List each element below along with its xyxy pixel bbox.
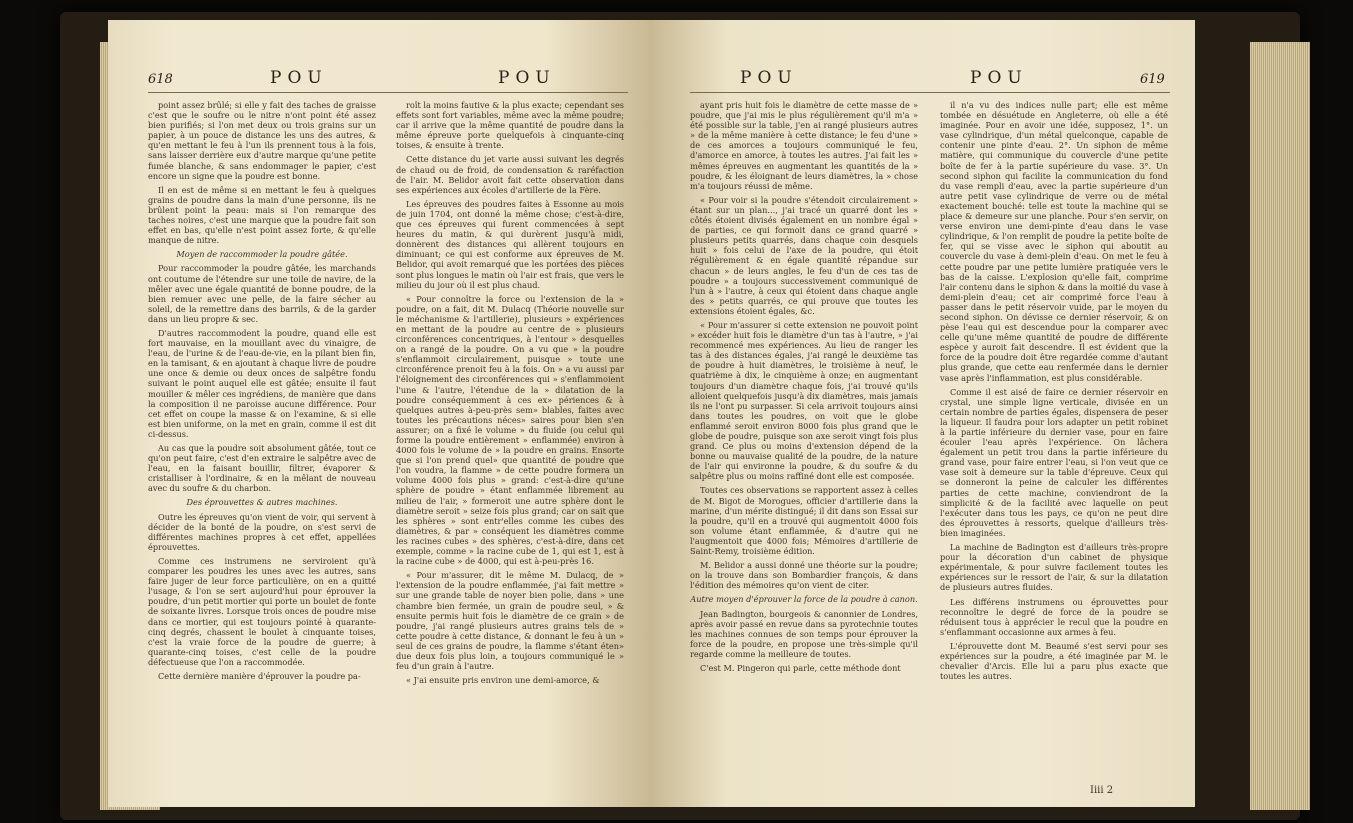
- left-page: [108, 20, 653, 807]
- paragraph: « Pour m'assurer, dit le même M. Dulacq, de » l'extension de la poudre enflammée, j'ai fait mettre » sur une grande table de noyer bien polie, dans » une chambre bien fermée, un grain de poudre seul, » & ensuite permis huit fois le diamètre de ce grain » de poudre, j'ai rangé plusieurs autres grains tels de » cette poudre à cette distance, & donnant le feu à un » seul de ces grains de poudre, la flamme s'étant éten» due deux fois plus loin, a toujours communiqué le » feu d'un grain à l'autre.: [396, 570, 624, 672]
- right-page: [650, 20, 1195, 807]
- paragraph: roît la moins fautive & la plus exacte; cependant ses effets sont fort variables, même avec la même poudre; car il arrive que la même quantité de poudre dans la même épreuve porte quelquefois à cinquante-cinq toises, & ensuite à trente.: [396, 100, 624, 151]
- right-header-right: POU: [970, 68, 1028, 88]
- right-column-1: [690, 100, 918, 800]
- paragraph: Comme il est aisé de faire ce dernier réservoir en crystal, une simple ligne verticale, divisée en un certain nombre de parties égales, dispensera de peser la liqueur. Il faudra pour lors adapter un petit robinet à la partie inférieure du dernier vase, pour en faire écouler l'eau après l'expérience. On lâchera également un petit trou dans la partie inférieure du grand vase, pour faire entrer l'eau, si l'on veut que ce vase soit à demeure sur la table d'épreuve. Ceux qui se donneront la peine de calculer les différentes parties de cette machine, conviendront de la simplicité & de la facilité avec laquelle on peut l'exécuter dans tous les pays, ce qu'on ne peut dire des éprouvettes à ressorts, quelque d'ailleurs très-bien imaginées.: [940, 386, 1168, 538]
- paragraph: Cette dernière manière d'éprouver la poudre pa-: [158, 670, 361, 681]
- right-page-edges: [1250, 42, 1310, 810]
- signature-mark: Iiii 2: [1090, 785, 1114, 796]
- right-header-rule: [690, 92, 1170, 93]
- left-column-2: [396, 100, 624, 800]
- paragraph: « Pour connoître la force ou l'extension de la » poudre, on a fait, dit M. Dulacq (Théorie nouvelle sur le méchanisme & l'artillerie), plusieurs » expériences en mettant de la poudre au centre de » plusieurs circonférences concentriques, à l'entour » desquelles on a rangé de la poudre. On a vu que » la poudre s'enflammoit circulairement, puisque » toute une circonférence prenoit feu à la fois. On » a vu aussi par l'éloignement des circonférences qui » s'enflammoient l'une & l'autre, l'étendue de la » dilatation de la poudre conséquemment à ces ex» périences & à quelques autres à-peu-près sem» blables, faites avec toutes les précautions néces» saires pour bien s'en assurer; on a fixé le volume » du fluide (ou celui qui forme la poudre entièrement » enflammée) environ à 4000 fois le volume de » la poudre en grains. Ensorte que si l'on prend quel» que quantité de poudre que l'on voudra, la flamme » de cette poudre formera un volume 4000 fois plus » grand: c'est-à-dire qu'une sphère de poudre » étant enflammée librement au milieu de l'air, » formeroit une autre sphère dont le diamètre seroit » seize fois plus grand; car on sait que les sphères » sont entr'elles comme les cubes des diamètres, & par » conséquent les diamètres comme les racines cubes » des sphères, c'est-à-dire, dans cet exemple, comme » la racine cube de 1, qui est 1, est à la racine cube » de 4000, qui est à-peu-près 16.: [396, 293, 624, 567]
- right-header-left: POU: [740, 68, 798, 88]
- paragraph: D'autres raccommodent la poudre, quand elle est fort mauvaise, en la mouillant avec du vinaigre, de l'eau, de l'urine & de l'eau-de-vie, en la pilant bien fin, en la tamisant, & en ajoutant à chaque livre de poudre une once & demie ou deux onces de salpêtre fondu suivant le point auquel elle est gâtée; ensuite il faut mouiller & mêler ces ingrédiens, de manière que dans la composition il ne paroisse aucune différence. Pour cet effet on coupe la masse & on l'examine, & si elle est bien uniforme, on la met en grain, comme il est dit ci-dessus.: [148, 327, 376, 439]
- left-header-right: POU: [498, 68, 556, 88]
- paragraph: Il en est de même si en mettant le feu à quelques grains de poudre dans la main d'une personne, ils ne brûlent point la peau: mais si l'on remarque des taches noires, c'est une marque que la poudre fait son effet en bas, qu'elle n'est point assez forte, & qu'elle manque de nitre.: [148, 184, 376, 246]
- right-page-number: 619: [1140, 72, 1165, 87]
- paragraph: Toutes ces observations se rapportent assez à celles de M. Bigot de Morogues, officier d'artillerie dans la marine, d'un mérite distingué; il dit dans son Essai sur la poudre, qu'il en a trouvé qui augmentoit 4000 fois son volume étant enflammée, & d'autre qui ne l'augmentoit que 4000 fois; Mémoires d'artillerie de Saint-Remy, troisième édition.: [690, 485, 918, 557]
- paragraph: Cette distance du jet varie aussi suivant les degrés de chaud ou de froid, de condensation & raréfaction de l'air. M. Belidor avoit fait cette observation dans ses expériences aux écoles d'artillerie de la Fère.: [396, 154, 624, 195]
- left-page-number: 618: [148, 72, 173, 87]
- paragraph: C'est M. Pingeron qui parle, cette méthode dont: [700, 662, 901, 673]
- paragraph: il n'a vu des indices nulle part; elle est même tombée en désuétude en Angleterre, où elle a été imaginée. Pour en avoir une idée, supposez, 1°. un vase cylindrique, d'un métal quelconque, capable de contenir une pinte d'eau. 2°. Un siphon de même matière, qui communique du couvercle d'une petite boîte de fer à la partie supérieure du vase. 3°. Un second siphon qui facilite la communication du fond du vase rempli d'eau, avec la partie supérieure d'un autre petit vase cylindrique de verre ou de métal exactement bouché: telle est toute la machine qui se place & demeure sur une planche. Pour s'en servir, on verse environ une demi-pinte d'eau dans le vase cylindrique, & l'on remplit de poudre la petite boîte de fer, qui se visse avec le siphon qui aboutit au couvercle du vase à demi-plein d'eau. On met le feu à cette poudre par une petite lumière pratiquée vers le bas de la caisse. L'explosion qu'elle fait, comprime l'air contenu dans le siphon & dans la moitié du vase à demi-plein d'eau; cet air comprimé force l'eau à passer dans le petit réservoir vuide, par le moyen du second siphon. On dévisse ce dernier réservoir, & on pèse l'eau qui est descendue pour la comparer avec celle qu'une même quantité de poudre de différente espèce y auroit fait descendre. Il est évident que la force de la poudre doit être regardée comme d'autant plus grande, que cette eau renfermée dans le dernier vase après l'inflammation, est plus considérable.: [940, 100, 1168, 383]
- paragraph: Jean Badington, bourgeois & canonnier de Londres, après avoir passé en revue dans sa pyrotechnie toutes les machines connues de son temps pour éprouver la force de la poudre, en propose une très-simple qu'il regarde comme la meilleure de toutes.: [690, 608, 918, 659]
- paragraph: L'éprouvette dont M. Beaumé s'est servi pour ses expériences sur la poudre, a été imaginée par M. le chevalier d'Arcis. Elle lui a paru plus exacte que toutes les autres.: [940, 640, 1168, 682]
- right-column-2: [940, 100, 1168, 780]
- section-heading: Autre moyen d'éprouver la force de la poudre à canon.: [690, 594, 918, 605]
- paragraph: ayant pris huit fois le diamètre de cette masse de » poudre, que j'ai mis le plus régulièrement qu'il m'a » été possible sur la table, j'en ai rangé plusieurs autres » de la même manière à cette distance; le feu d'une » de ces amorces a toujours communiqué le feu, d'amorce en amorce, à toutes les autres. J'ai fait les » mêmes épreuves en augmentant les quantités de la » poudre, & les éloignant de leurs diamètres, la » chose m'a toujours réussi de même.: [690, 100, 918, 191]
- section-heading: Moyen de raccommoder la poudre gâtée.: [176, 249, 348, 260]
- paragraph: Pour raccommoder la poudre gâtée, les marchands ont coutume de l'étendre sur une toile de navire, de la mêler avec une égale quantité de bonne poudre, de la bien remuer avec une pelle, de la faire sécher au soleil, de la remettre dans des barrils, & de la garder dans un lieu propre & sec.: [148, 263, 376, 324]
- section-heading: Des éprouvettes & autres machines.: [186, 497, 338, 508]
- paragraph: « J'ai ensuite pris environ une demi-amorce, &: [406, 675, 600, 686]
- paragraph: La machine de Badington est d'ailleurs très-propre pour la décoration d'un cabinet de physique expérimentale, & pour suivre facilement toutes les expériences sur le ressort de l'air, & sur la dilatation de plusieurs autres fluides.: [940, 542, 1168, 593]
- paragraph: M. Belidor a aussi donné une théorie sur la poudre; on la trouve dans son Bombardier françois, & dans l'édition des mémoires qu'on vient de citer.: [690, 560, 918, 591]
- paragraph: « Pour m'assurer si cette extension ne pouvoit point » excéder huit fois le diamètre d'un tas à l'autre, » j'ai recommencé mes expériences. Au lieu de ranger les tas à des distances égales, j'ai rangé le deuxième tas de poudre à huit diamètres, le troisième à neuf, le quatrième à dix, le cinquième à onze; en augmentant toujours d'un diamètre chaque fois, j'ai trouvé qu'ils alloient quelquefois jusqu'à dix diamètres, mais jamais ils ne l'ont pu surpasser. Si cela arrivoit toujours ainsi dans toutes les poudres, on voit que le globe enflammé seroit environ 8000 fois plus grand que le globe de poudre, puisque son axe seroit vingt fois plus grand. Ce plus ou moins d'extension dépend de la bonne ou mauvaise qualité de la poudre, de la nature de l'air qui environne la poudre, & du soufre & du salpêtre plus ou moins raffiné dont elle est composée.: [690, 319, 918, 482]
- paragraph: Les épreuves des poudres faites à Essonne au mois de juin 1704, ont donné la même chose; c'est-à-dire, que ces épreuves qui furent commencées à sept heures du matin, & qui durèrent jusqu'à midi, donnèrent des distances qui allèrent toujours en diminuant; ce qui est conforme aux épreuves de M. Belidor, qui avoit remarqué que les portées des pièces sont plus longues le matin où l'air est frais, que vers le milieu du jour où il est plus chaud.: [396, 198, 624, 290]
- paragraph: Au cas que la poudre soit absolument gâtée, tout ce qu'on peut faire, c'est d'en extraire le salpêtre avec de l'eau, en la faisant bouillir, filtrer, évaporer & cristalliser à l'ordinaire, & en la mêlant de nouveau avec du soufre & du charbon.: [148, 443, 376, 494]
- paragraph: Comme ces instrumens ne serviroient qu'à comparer les poudres les unes avec les autres, sans faire juger de leur force particulière, on en a quitté l'usage, & l'on se sert aujourd'hui pour éprouver la poudre, d'un petit mortier qui porte un boulet de fonte de soixante livres. Lorsque trois onces de poudre mise dans ce mortier, qui est toujours pointé à quarante-cinq degrés, chassent le boulet à cinquante toises, c'est la vraie force de la poudre de guerre; à quarante-cinq toises, c'est celle de la poudre défectueuse que l'on a raccommodée.: [148, 555, 376, 667]
- paragraph: Les différens instrumens ou éprouvettes pour reconnoître le degré de force de la poudre se réduisent tous à apprécier le recul que la poudre en s'enflammant occasionne aux armes à feu.: [940, 596, 1168, 637]
- left-header-rule: [148, 92, 628, 93]
- paragraph: Outre les épreuves qu'on vient de voir, qui servent à décider de la bonté de la poudre, on s'est servi de différentes machines propres à cet effet, appellées éprouvettes.: [148, 511, 376, 552]
- left-column-1: [148, 100, 376, 800]
- paragraph: « Pour voir si la poudre s'étendoit circulairement » étant sur un plan..., j'ai tracé un quarré dont les » côtés étoient divisés également en un nombre égal » de parties, ce qui formoit dans ce grand quarré » plusieurs petits quarrés, dans chaque coin desquels huit » fois celui de l'axe de la poudre, qui étoit régulièrement & en égale quantité répandue sur chacun » de leurs angles, le feu d'un de ces tas de poudre » a toujours successivement communiqué de l'un à » l'autre, à ceux qui étoient dans chaque angle des » petits quarrés, ce qui prouve que toutes les extensions étoient égales, &c.: [690, 194, 918, 316]
- left-header-left: POU: [270, 68, 328, 88]
- paragraph: point assez brûlé; si elle y fait des taches de graisse c'est que le soufre ou le nitre n'ont point été assez bien purifiés; si l'on met deux ou trois grains sur un papier, à un pouce de distance les uns des autres, & qu'en mettant le feu à l'un ils prennent tous à la fois, sans laisser derrière eux d'autre marque qu'une petite fumée blanche, & sans endommager le papier, c'est encore un signe que la poudre est bonne.: [148, 100, 376, 181]
